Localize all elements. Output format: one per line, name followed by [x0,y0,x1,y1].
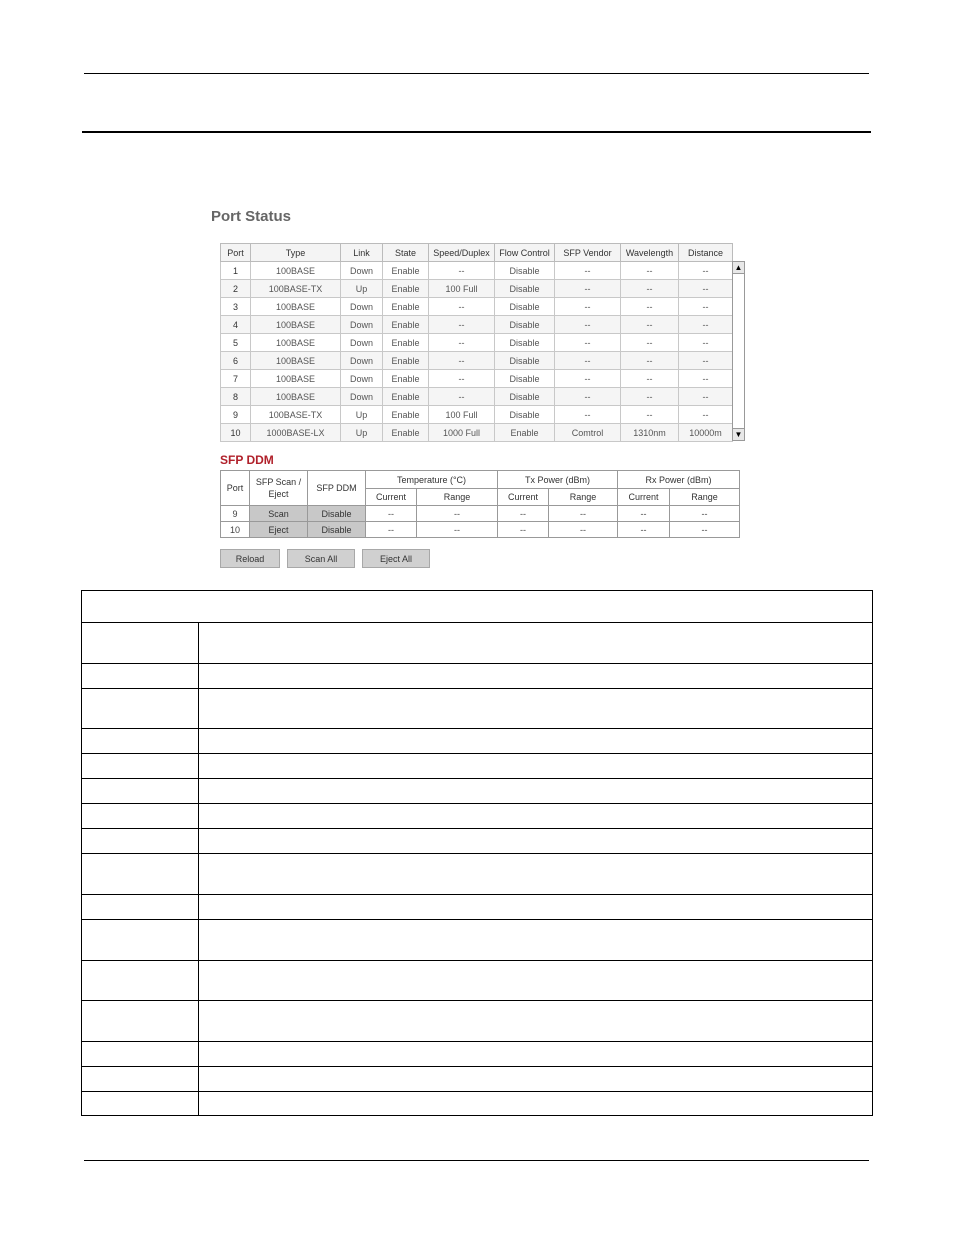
table-cell: Down [341,298,383,316]
table-cell: Enable [383,370,429,388]
table-cell: -- [555,352,621,370]
table-cell: -- [621,406,679,424]
table-cell: -- [621,370,679,388]
ddm-toggle-button[interactable]: Disable [308,506,366,522]
table-cell: 100 Full [429,406,495,424]
table-cell: 2 [221,280,251,298]
page-title: Port Status [211,208,292,225]
table-cell: -- [618,506,670,522]
table-row [221,316,733,334]
table-cell: -- [549,522,618,538]
column-header: Link [341,244,383,262]
table-cell: Enable [383,280,429,298]
table-header-row [221,244,733,262]
table-cell: -- [621,262,679,280]
table-cell: -- [679,298,733,316]
table-cell: -- [670,522,740,538]
table-cell: -- [417,506,498,522]
table-cell: -- [618,522,670,538]
description-row [82,803,872,828]
column-header: Port [221,244,251,262]
table-cell: Disable [495,388,555,406]
table-cell: Disable [495,262,555,280]
table-row [221,522,740,538]
section-rule [82,131,871,133]
table-cell: 1 [221,262,251,280]
table-cell: 3 [221,298,251,316]
table-cell: 6 [221,352,251,370]
table-row [221,262,733,280]
column-header: Current [618,489,670,506]
description-row [82,1041,872,1066]
table-cell: -- [621,352,679,370]
scan-all-button[interactable]: Scan All [287,549,355,568]
table-row [221,280,733,298]
table-cell: Disable [495,280,555,298]
table-cell: -- [555,388,621,406]
table-cell: -- [679,370,733,388]
table-cell: 100BASE [251,370,341,388]
table-row [221,370,733,388]
table-cell: -- [555,406,621,424]
table-cell: Enable [383,424,429,442]
description-row [82,728,872,753]
table-cell: 100BASE [251,388,341,406]
table-cell: -- [498,506,549,522]
table-cell: Enable [383,388,429,406]
table-cell: Enable [383,262,429,280]
description-row [82,828,872,853]
table-cell: 5 [221,334,251,352]
table-cell: -- [429,352,495,370]
table-cell: -- [366,506,417,522]
column-header: Type [251,244,341,262]
table-cell: Enable [383,406,429,424]
table-cell: 1310nm [621,424,679,442]
description-row [82,688,872,728]
table-cell: -- [621,280,679,298]
column-header: SFP Vendor [555,244,621,262]
column-header: Range [670,489,740,506]
table-cell: Enable [495,424,555,442]
table-header-row [221,471,740,489]
table-cell: 7 [221,370,251,388]
description-row [82,894,872,919]
table-cell: -- [549,506,618,522]
column-header: Temperature (°C) [366,471,498,489]
table-cell: -- [679,352,733,370]
table-cell: Down [341,262,383,280]
table-row [221,352,733,370]
table-row [221,506,740,522]
port-table-scrollbar[interactable] [732,261,745,441]
eject-button[interactable]: Eject [250,522,308,538]
table-cell: -- [555,316,621,334]
column-header: Range [549,489,618,506]
port-status-table-wrapper [220,243,733,442]
table-cell: -- [555,280,621,298]
scan-button[interactable]: Scan [250,506,308,522]
column-header: Distance [679,244,733,262]
column-header: Tx Power (dBm) [498,471,618,489]
column-header: Flow Control [495,244,555,262]
column-header: Range [417,489,498,506]
table-cell: 1000BASE-LX [251,424,341,442]
table-cell: Enable [383,352,429,370]
table-cell: Disable [495,298,555,316]
table-cell: Up [341,424,383,442]
ddm-toggle-button[interactable]: Disable [308,522,366,538]
description-row [82,663,872,688]
table-row [221,298,733,316]
table-cell: -- [429,370,495,388]
sfp-ddm-table [220,470,740,538]
table-cell: -- [621,316,679,334]
table-row [221,424,733,442]
header-rule [84,73,869,74]
table-cell: -- [555,334,621,352]
table-cell: -- [429,262,495,280]
table-cell: -- [366,522,417,538]
table-cell: Enable [383,334,429,352]
table-cell: Disable [495,370,555,388]
table-cell: 9 [221,506,250,522]
port-status-table [220,243,733,442]
table-cell: -- [679,334,733,352]
table-cell: 100BASE-TX [251,280,341,298]
sfp-ddm-table-wrapper [220,470,740,538]
scroll-down-icon[interactable]: ▼ [734,430,743,439]
column-header: SFP Scan / Eject [250,471,308,506]
eject-all-button[interactable]: Eject All [362,549,430,568]
table-cell: Up [341,406,383,424]
table-cell: Disable [495,406,555,424]
description-row [82,919,872,960]
table-cell: 100 Full [429,280,495,298]
table-cell: -- [429,334,495,352]
table-cell: 1000 Full [429,424,495,442]
table-cell: Disable [495,316,555,334]
scroll-up-icon[interactable]: ▲ [734,263,743,272]
table-cell: -- [679,280,733,298]
table-cell: 100BASE [251,352,341,370]
description-row [82,1091,872,1115]
table-row [221,406,733,424]
footer-rule [84,1160,869,1161]
table-cell: 100BASE [251,298,341,316]
reload-button[interactable]: Reload [220,549,280,568]
table-cell: Down [341,334,383,352]
table-cell: 8 [221,388,251,406]
description-row [82,1066,872,1091]
table-cell: Down [341,352,383,370]
table-cell: -- [555,370,621,388]
column-header: Port [221,471,250,506]
table-cell: 10 [221,522,250,538]
table-cell: -- [498,522,549,538]
table-cell: -- [417,522,498,538]
table-cell: -- [555,298,621,316]
table-cell: Enable [383,316,429,334]
table-cell: 100BASE-TX [251,406,341,424]
table-row [221,334,733,352]
description-table-header [82,591,872,622]
table-cell: Enable [383,298,429,316]
description-row [82,1000,872,1041]
table-cell: -- [670,506,740,522]
column-header: Wavelength [621,244,679,262]
table-cell: -- [621,388,679,406]
table-cell: -- [621,298,679,316]
table-cell: -- [555,262,621,280]
description-row [82,622,872,663]
column-header: Current [498,489,549,506]
table-cell: 10000m [679,424,733,442]
table-cell: Disable [495,352,555,370]
sfp-ddm-title: SFP DDM [220,453,274,467]
port-status-body [221,262,733,442]
table-cell: 100BASE [251,262,341,280]
description-row [82,778,872,803]
table-row [221,388,733,406]
table-cell: 9 [221,406,251,424]
table-cell: -- [679,316,733,334]
description-row [82,753,872,778]
description-table [81,590,873,1116]
table-cell: 100BASE [251,316,341,334]
table-cell: Down [341,370,383,388]
table-cell: 100BASE [251,334,341,352]
column-header: State [383,244,429,262]
table-cell: 10 [221,424,251,442]
description-row [82,853,872,894]
column-header: Speed/Duplex [429,244,495,262]
table-cell: -- [429,316,495,334]
table-cell: -- [679,388,733,406]
table-cell: -- [679,406,733,424]
table-cell: -- [621,334,679,352]
table-cell: -- [429,298,495,316]
table-cell: Disable [495,334,555,352]
description-row [82,960,872,1000]
table-cell: -- [679,262,733,280]
column-header: SFP DDM [308,471,366,506]
table-cell: 4 [221,316,251,334]
table-cell: Down [341,316,383,334]
table-cell: Up [341,280,383,298]
table-cell: Down [341,388,383,406]
table-cell: Comtrol [555,424,621,442]
column-header: Rx Power (dBm) [618,471,740,489]
column-header: Current [366,489,417,506]
table-cell: -- [429,388,495,406]
